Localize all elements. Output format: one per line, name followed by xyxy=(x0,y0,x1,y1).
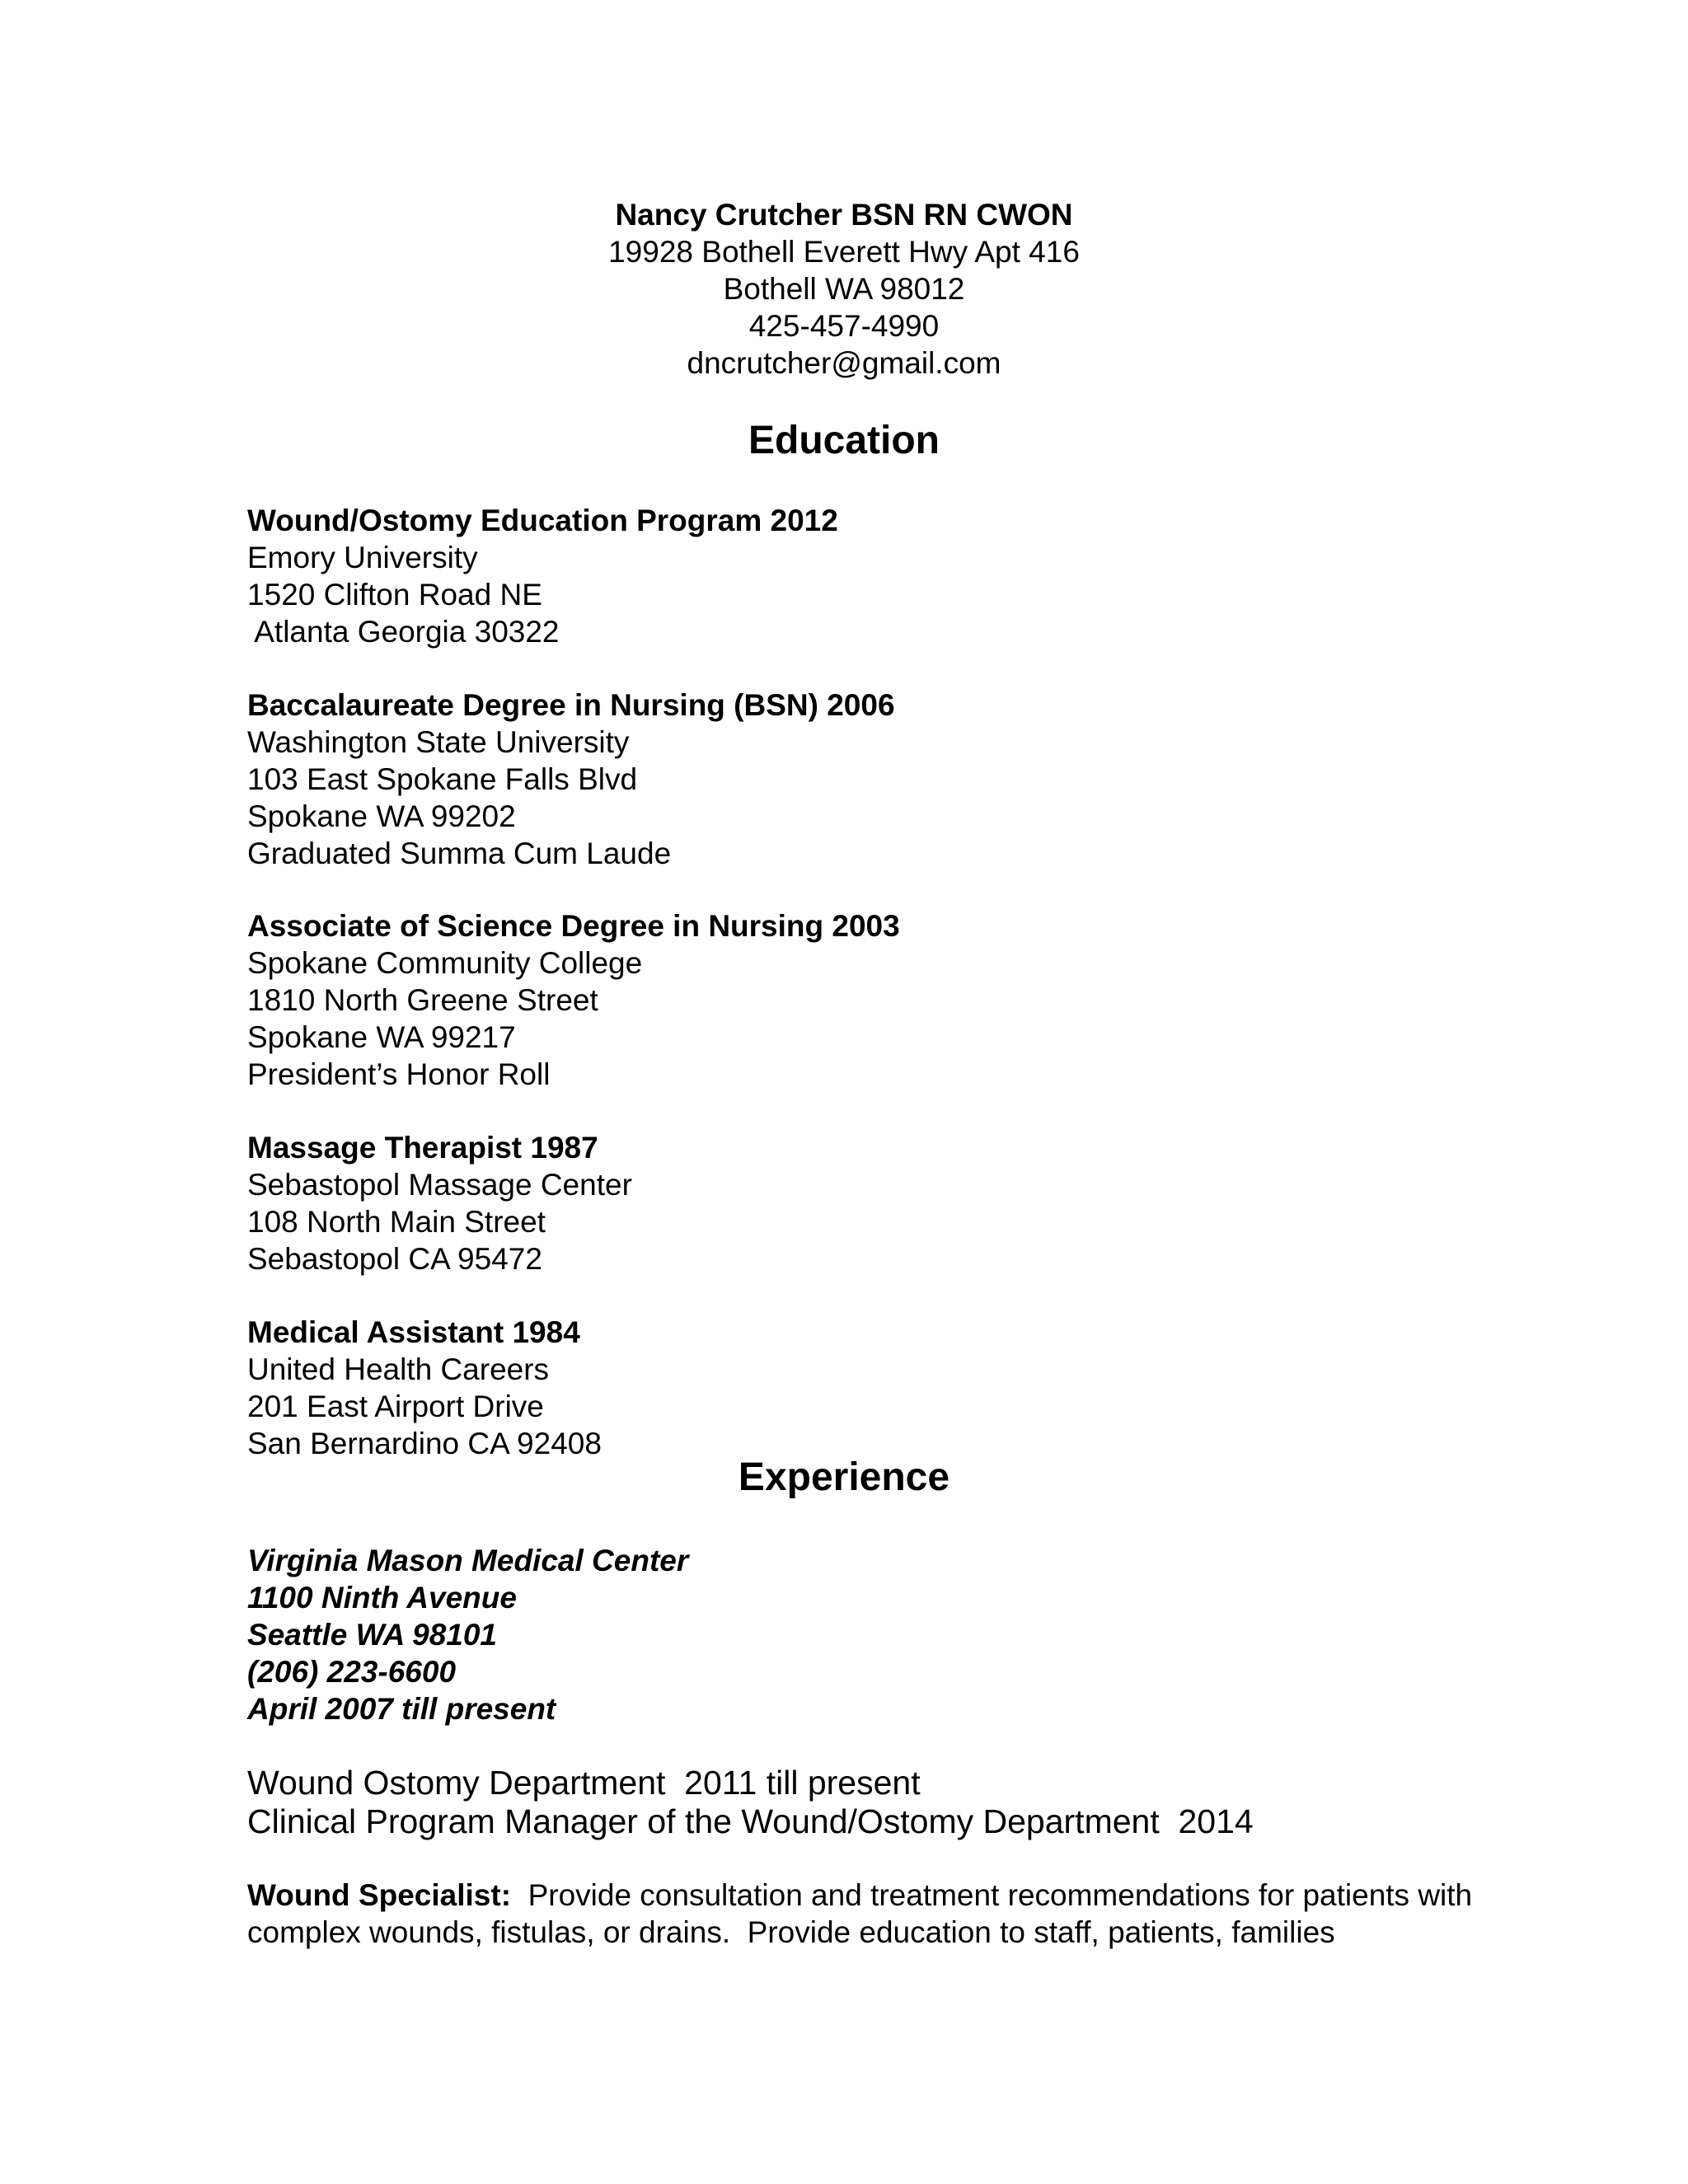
education-line: President’s Honor Roll xyxy=(247,1057,551,1091)
address-line-2: Bothell WA 98012 xyxy=(723,272,965,306)
wound-specialist-text: Provide consultation and treatment recommendations for patients with complex wounds, fistulas, or drains. Provide education to staff, patients, families xyxy=(247,1878,1481,1949)
education-line: United Health Careers xyxy=(247,1352,550,1386)
education-line: Spokane Community College xyxy=(247,946,643,980)
education-heading: Massage Therapist 1987 xyxy=(247,1131,598,1165)
education-line: 1520 Clifton Road NE xyxy=(247,578,542,612)
education-line: Washington State University xyxy=(247,725,630,759)
education-line: Spokane WA 99202 xyxy=(247,799,516,833)
education-heading: Associate of Science Degree in Nursing 2003 xyxy=(247,909,900,943)
education-line: Sebastopol CA 95472 xyxy=(247,1242,542,1276)
wound-specialist-paragraph xyxy=(247,1877,1533,1951)
education-line: 1810 North Greene Street xyxy=(247,983,598,1017)
role-line: Wound Ostomy Department 2011 till present xyxy=(247,1764,921,1802)
education-entry xyxy=(247,502,1484,650)
address-line-1: 19928 Bothell Everett Hwy Apt 416 xyxy=(608,235,1080,269)
education-heading: Wound/Ostomy Education Program 2012 xyxy=(247,504,838,537)
education-line: 108 North Main Street xyxy=(247,1205,546,1239)
email-address: dncrutcher@gmail.com xyxy=(687,346,1001,380)
education-line: 201 East Airport Drive xyxy=(247,1390,544,1423)
experience-title: Experience xyxy=(738,1455,950,1499)
education-entry xyxy=(247,1314,1484,1462)
wound-specialist-label: Wound Specialist: xyxy=(247,1878,512,1912)
employer-name: Virginia Mason Medical Center xyxy=(247,1544,689,1577)
education-line: San Bernardino CA 92408 xyxy=(247,1427,602,1460)
education-line: 103 East Spokane Falls Blvd xyxy=(247,762,638,796)
role-line: Clinical Program Manager of the Wound/Ostomy Department 2014 xyxy=(247,1802,1254,1840)
education-line: Emory University xyxy=(247,541,478,574)
contact-header xyxy=(0,196,1688,382)
employer-street: 1100 Ninth Avenue xyxy=(247,1581,517,1615)
employer-phone: (206) 223-6600 xyxy=(247,1655,457,1689)
education-entry xyxy=(247,1129,1484,1277)
candidate-name: Nancy Crutcher BSN RN CWON xyxy=(615,198,1073,232)
roles-block xyxy=(247,1764,1566,1841)
education-title: Education xyxy=(748,419,940,462)
phone-number: 425-457-4990 xyxy=(748,309,940,343)
education-entry xyxy=(247,907,1484,1093)
education-line: Sebastopol Massage Center xyxy=(247,1168,632,1202)
employer-city: Seattle WA 98101 xyxy=(247,1618,498,1652)
education-line: Graduated Summa Cum Laude xyxy=(247,837,672,870)
education-line: Spokane WA 99217 xyxy=(247,1020,516,1054)
employer-block xyxy=(247,1542,1484,1727)
education-line: Atlanta Georgia 30322 xyxy=(247,615,560,649)
employer-dates: April 2007 till present xyxy=(247,1692,556,1726)
education-heading: Baccalaureate Degree in Nursing (BSN) 2006 xyxy=(247,688,895,722)
education-entry xyxy=(247,687,1484,872)
education-heading: Medical Assistant 1984 xyxy=(247,1315,580,1349)
